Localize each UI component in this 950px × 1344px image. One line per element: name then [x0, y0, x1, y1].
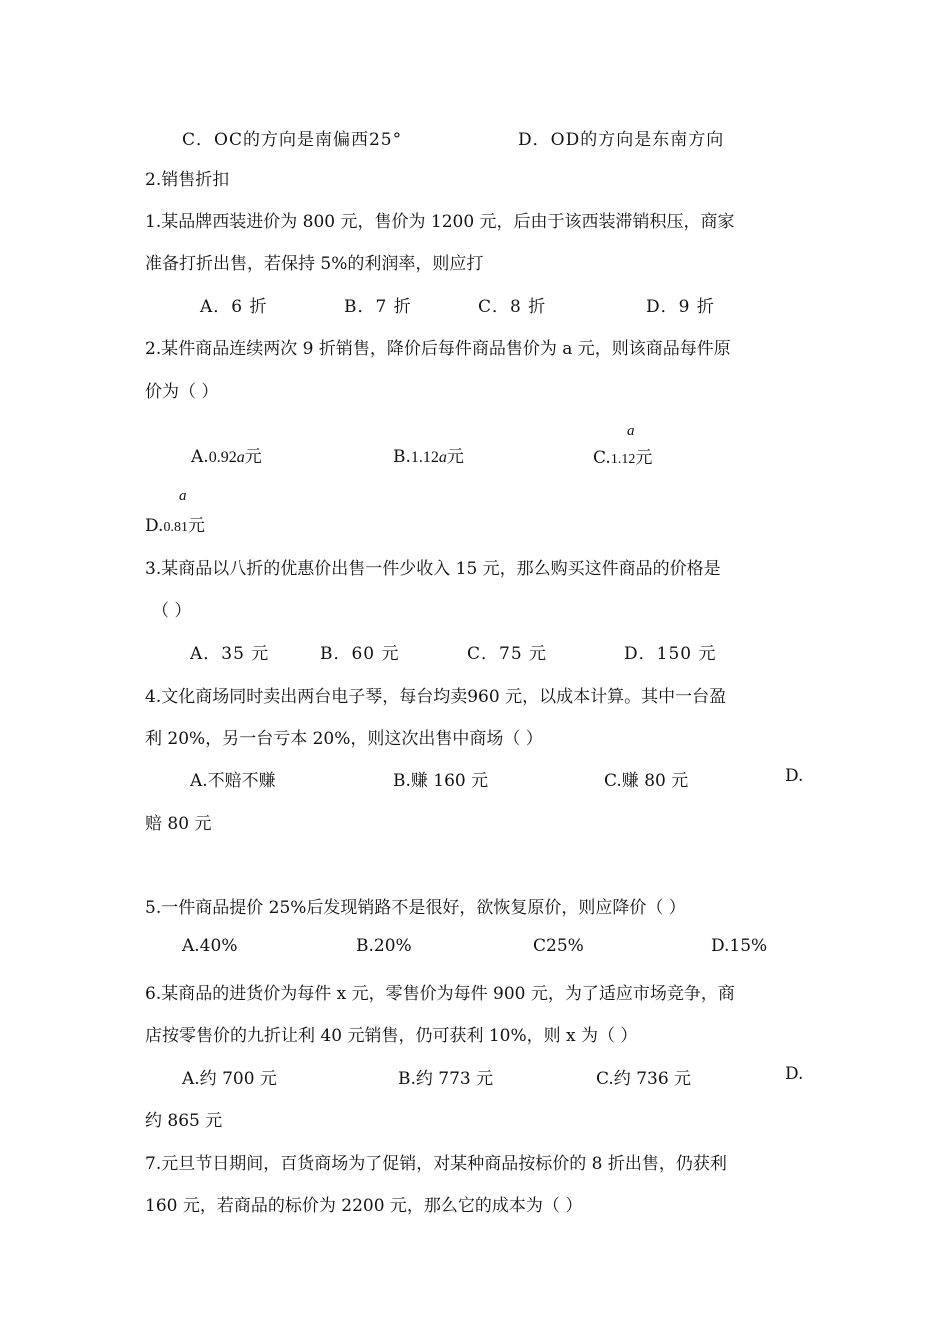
q2-option-c-denominator: 1.12	[610, 452, 636, 467]
q1-stem-line2: 准备打折出售，若保持 5%的利润率，则应打	[145, 254, 484, 274]
q2-option-a	[191, 442, 262, 467]
q2-option-c	[593, 443, 652, 468]
q1-option-a: A．6 折	[200, 297, 268, 317]
q2-option-b-label: B.	[393, 447, 411, 467]
q2-stem-line1: 2.某件商品连续两次 9 折销售，降价后每件商品售价为 a 元，则该商品每件原	[145, 339, 731, 359]
q4-stem-line2: 利 20%，另一台亏本 20%，则这次出售中商场（ ）	[145, 729, 543, 749]
q5-option-b: B.20%	[356, 936, 412, 956]
q4-option-a: A.不赔不赚	[190, 771, 276, 791]
q2-option-d-unit: 元	[187, 516, 205, 536]
q2-option-b-variable: a	[438, 449, 447, 466]
q5-option-a: A.40%	[182, 936, 238, 956]
prev-option-d: D．OD的方向是东南方向	[518, 130, 725, 150]
q6-option-c: C.约 736 元	[596, 1069, 692, 1089]
q4-option-d-text: 赔 80 元	[145, 814, 212, 834]
q6-option-d-text: 约 865 元	[145, 1111, 223, 1131]
q2-option-d-label: D.	[145, 516, 164, 536]
q2-option-d	[145, 511, 205, 536]
q6-stem-line2: 店按零售价的九折让利 40 元销售，仍可获利 10%，则 x 为（ ）	[145, 1026, 638, 1046]
q6-option-a: A.约 700 元	[182, 1069, 277, 1089]
q2-option-d-numerator: a	[179, 488, 187, 504]
q2-option-c-numerator: a	[627, 423, 635, 439]
q2-option-b	[393, 442, 464, 467]
q1-stem-line1: 1.某品牌西装进价为 800 元，售价为 1200 元，后由于该西装滞销积压，商家	[145, 212, 735, 232]
q5-option-d: D.15%	[711, 936, 768, 956]
q2-option-b-unit: 元	[446, 447, 464, 467]
q4-option-b: B.赚 160 元	[393, 771, 489, 791]
q3-option-c: C．75 元	[467, 644, 548, 664]
q6-option-d-label: D.	[785, 1064, 804, 1084]
q2-option-d-denominator: 0.81	[163, 520, 188, 535]
q2-option-a-unit: 元	[244, 447, 262, 467]
q6-stem-line1: 6.某商品的进货价为每件 x 元，零售价为每件 900 元，为了适应市场竞争，商	[145, 984, 735, 1004]
q1-option-b: B．7 折	[344, 297, 412, 317]
q3-option-a: A．35 元	[190, 644, 270, 664]
q2-option-b-number: 1.12	[410, 449, 439, 466]
q3-option-b: B．60 元	[320, 644, 400, 664]
q1-option-d: D．9 折	[646, 297, 715, 317]
q2-option-a-variable: a	[236, 449, 245, 466]
q6-option-b: B.约 773 元	[398, 1069, 494, 1089]
q7-stem-line2: 160 元，若商品的标价为 2200 元，那么它的成本为（ ）	[145, 1196, 583, 1216]
q3-stem-line2: （ ）	[152, 601, 192, 621]
q2-option-a-label: A.	[191, 447, 209, 467]
prev-option-c: C．OC的方向是南偏西25°	[182, 130, 403, 150]
q2-option-a-number: 0.92	[208, 449, 237, 466]
q4-option-c: C.赚 80 元	[604, 771, 689, 791]
q1-option-c: C．8 折	[478, 297, 547, 317]
q5-option-c: C25%	[533, 936, 584, 956]
q5-stem-line1: 5.一件商品提价 25%后发现销路不是很好，欲恢复原价，则应降价（ ）	[145, 898, 686, 918]
q7-stem-line1: 7.元旦节日期间，百货商场为了促销，对某种商品按标价的 8 折出售，仍获利	[145, 1154, 727, 1174]
q3-stem-line1: 3.某商品以八折的优惠价出售一件少收入 15 元，那么购买这件商品的价格是	[145, 559, 721, 579]
q2-stem-line2: 价为（ ）	[145, 382, 219, 402]
q3-option-d: D．150 元	[624, 644, 717, 664]
q2-option-c-label: C.	[593, 448, 611, 468]
section-title: 2.销售折扣	[145, 170, 230, 190]
q4-option-d-label: D.	[785, 766, 804, 786]
q4-stem-line1: 4.文化商场同时卖出两台电子琴，每台均卖960 元，以成本计算。其中一台盈	[145, 687, 727, 707]
q2-option-c-unit: 元	[635, 448, 653, 468]
